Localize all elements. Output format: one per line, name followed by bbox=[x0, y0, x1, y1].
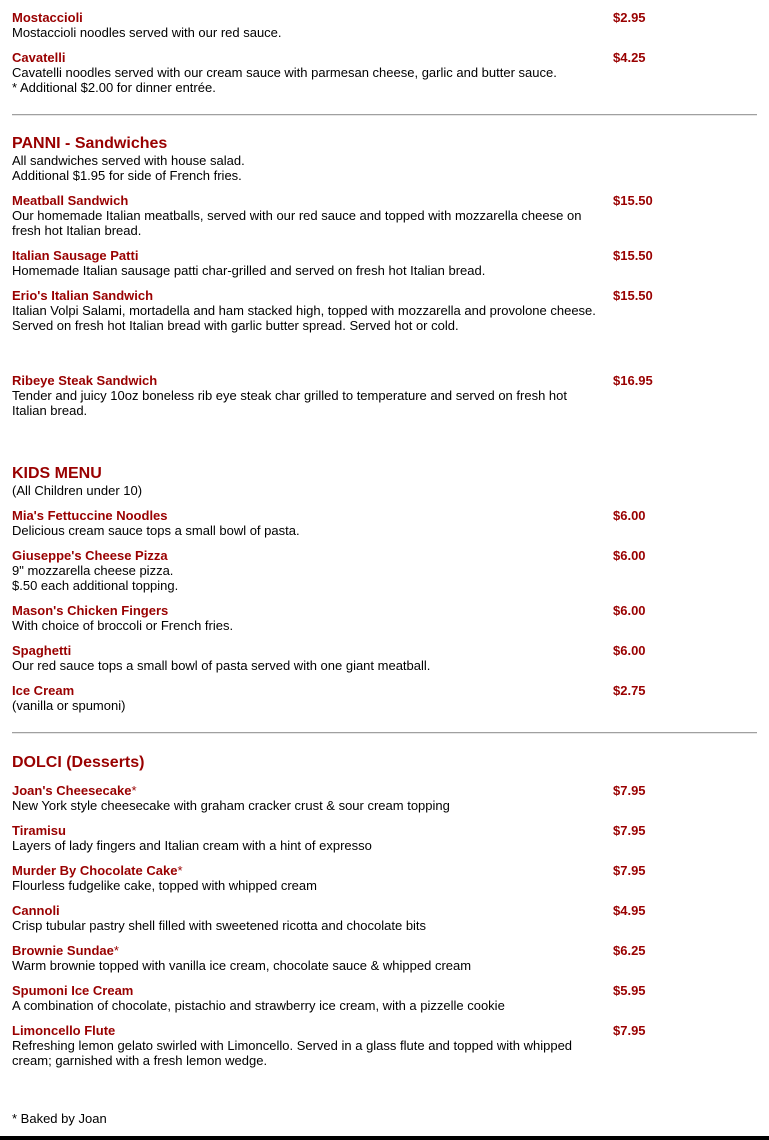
menu-item bbox=[12, 983, 757, 1013]
item-description-line: With choice of broccoli or French fries. bbox=[12, 618, 234, 633]
section-title: KIDS MENU bbox=[12, 465, 102, 482]
item-description bbox=[12, 303, 602, 333]
item-name: Cavatelli bbox=[12, 50, 66, 65]
item-description bbox=[12, 958, 602, 973]
item-price: $4.25 bbox=[613, 50, 646, 65]
bottom-border bbox=[0, 1136, 769, 1140]
item-price: $15.50 bbox=[613, 288, 653, 303]
item-name: Murder By Chocolate Cake bbox=[12, 863, 178, 878]
section-divider bbox=[12, 114, 757, 116]
menu-item bbox=[12, 548, 757, 593]
item-description bbox=[12, 618, 602, 633]
footnote: * Baked by Joan bbox=[12, 1111, 107, 1126]
menu-item bbox=[12, 603, 757, 633]
item-description bbox=[12, 65, 602, 95]
item-name: Limoncello Flute bbox=[12, 1023, 116, 1038]
item-name: Ice Cream bbox=[12, 683, 75, 698]
item-description-line: Italian Volpi Salami, mortadella and ham stacked high, topped with mozzarella and provolone cheese. bbox=[12, 303, 596, 318]
item-name: Mia's Fettuccine Noodles bbox=[12, 508, 168, 523]
item-description-line: New York style cheesecake with graham cracker crust & sour cream topping bbox=[12, 798, 450, 813]
menu-item bbox=[12, 1023, 757, 1068]
item-description-line: Crisp tubular pastry shell filled with sweetened ricotta and chocolate bits bbox=[12, 918, 427, 933]
item-description-line: Refreshing lemon gelato swirled with Limoncello. Served in a glass flute and topped with whipped bbox=[12, 1038, 573, 1053]
item-name: Erio's Italian Sandwich bbox=[12, 288, 154, 303]
item-price: $6.00 bbox=[613, 603, 646, 618]
item-description bbox=[12, 838, 602, 853]
item-description-line: Flourless fudgelike cake, topped with whipped cream bbox=[12, 878, 317, 893]
item-description-line: Our homemade Italian meatballs, served with our red sauce and topped with mozzarella cheese on bbox=[12, 208, 582, 223]
item-name: Giuseppe's Cheese Pizza bbox=[12, 548, 168, 563]
item-description-line: Served on fresh hot Italian bread with garlic butter spread. Served hot or cold. bbox=[12, 318, 459, 333]
item-name: Ribeye Steak Sandwich bbox=[12, 373, 158, 388]
item-description-line: $.50 each additional topping. bbox=[12, 578, 179, 593]
item-name: Italian Sausage Patti bbox=[12, 248, 139, 263]
section-note-line: All sandwiches served with house salad. bbox=[12, 153, 245, 168]
section-note-line: Additional $1.95 for side of French fries. bbox=[12, 168, 242, 183]
menu-item bbox=[12, 248, 757, 278]
item-price: $15.50 bbox=[613, 193, 653, 208]
menu-item bbox=[12, 288, 757, 333]
item-description bbox=[12, 658, 602, 673]
item-description bbox=[12, 998, 602, 1013]
menu-item bbox=[12, 193, 757, 238]
menu-item bbox=[12, 863, 757, 893]
section-note bbox=[12, 153, 602, 183]
item-description bbox=[12, 388, 602, 418]
menu-item bbox=[12, 823, 757, 853]
item-description-line: Homemade Italian sausage patti char-grilled and served on fresh hot Italian bread. bbox=[12, 263, 486, 278]
item-description-line: 9" mozzarella cheese pizza. bbox=[12, 563, 174, 578]
section-title: DOLCI (Desserts) bbox=[12, 754, 145, 771]
menu-item bbox=[12, 10, 757, 40]
item-description-line: Mostaccioli noodles served with our red sauce. bbox=[12, 25, 282, 40]
item-description bbox=[12, 878, 602, 893]
item-price: $15.50 bbox=[613, 248, 653, 263]
item-description-line: Warm brownie topped with vanilla ice cream, chocolate sauce & whipped cream bbox=[12, 958, 472, 973]
menu-item bbox=[12, 903, 757, 933]
item-price: $16.95 bbox=[613, 373, 653, 388]
item-description bbox=[12, 523, 602, 538]
item-price: $6.00 bbox=[613, 508, 646, 523]
item-description bbox=[12, 918, 602, 933]
item-description-line: Cavatelli noodles served with our cream sauce with parmesan cheese, garlic and butter sauce. bbox=[12, 65, 557, 80]
item-description-line: (vanilla or spumoni) bbox=[12, 698, 126, 713]
item-description bbox=[12, 263, 602, 278]
menu-item bbox=[12, 508, 757, 538]
item-price: $7.95 bbox=[613, 823, 646, 838]
item-footnote-mark: * bbox=[177, 863, 183, 878]
item-description-line: Layers of lady fingers and Italian cream with a hint of expresso bbox=[12, 838, 372, 853]
item-name: Brownie Sundae bbox=[12, 943, 114, 958]
item-description bbox=[12, 25, 602, 40]
item-description bbox=[12, 798, 602, 813]
item-price: $6.00 bbox=[613, 643, 646, 658]
menu-item bbox=[12, 643, 757, 673]
item-price: $6.00 bbox=[613, 548, 646, 563]
item-name: Meatball Sandwich bbox=[12, 193, 129, 208]
section-note-line: (All Children under 10) bbox=[12, 483, 143, 498]
item-description-line: fresh hot Italian bread. bbox=[12, 223, 142, 238]
item-price: $7.95 bbox=[613, 1023, 646, 1038]
item-price: $7.95 bbox=[613, 863, 646, 878]
item-price: $2.95 bbox=[613, 10, 646, 25]
section-note bbox=[12, 483, 602, 498]
item-description bbox=[12, 698, 602, 713]
item-footnote-mark: * bbox=[131, 783, 137, 798]
menu-item bbox=[12, 683, 757, 713]
item-description bbox=[12, 563, 602, 593]
item-price: $4.95 bbox=[613, 903, 646, 918]
menu-item bbox=[12, 373, 757, 418]
item-name: Spaghetti bbox=[12, 643, 72, 658]
item-description-line: A combination of chocolate, pistachio and strawberry ice cream, with a pizzelle cookie bbox=[12, 998, 505, 1013]
item-description-line: * Additional $2.00 for dinner entrée. bbox=[12, 80, 216, 95]
item-name: Joan's Cheesecake bbox=[12, 783, 132, 798]
menu-item bbox=[12, 50, 757, 95]
item-description bbox=[12, 208, 602, 238]
item-name: Cannoli bbox=[12, 903, 60, 918]
item-price: $7.95 bbox=[613, 783, 646, 798]
item-price: $5.95 bbox=[613, 983, 646, 998]
menu-item bbox=[12, 783, 757, 813]
item-description-line: cream; garnished with a fresh lemon wedge. bbox=[12, 1053, 268, 1068]
item-description-line: Delicious cream sauce tops a small bowl of pasta. bbox=[12, 523, 300, 538]
item-description-line: Italian bread. bbox=[12, 403, 88, 418]
section-divider bbox=[12, 732, 757, 734]
item-name: Tiramisu bbox=[12, 823, 66, 838]
item-name: Mason's Chicken Fingers bbox=[12, 603, 169, 618]
item-description-line: Our red sauce tops a small bowl of pasta served with one giant meatball. bbox=[12, 658, 431, 673]
item-description bbox=[12, 1038, 602, 1068]
item-description-line: Tender and juicy 10oz boneless rib eye steak char grilled to temperature and served on fresh hot bbox=[12, 388, 567, 403]
item-footnote-mark: * bbox=[113, 943, 119, 958]
item-name: Spumoni Ice Cream bbox=[12, 983, 134, 998]
item-price: $2.75 bbox=[613, 683, 646, 698]
section-title: PANNI - Sandwiches bbox=[12, 135, 168, 152]
item-price: $6.25 bbox=[613, 943, 646, 958]
menu-item bbox=[12, 943, 757, 973]
item-name: Mostaccioli bbox=[12, 10, 83, 25]
